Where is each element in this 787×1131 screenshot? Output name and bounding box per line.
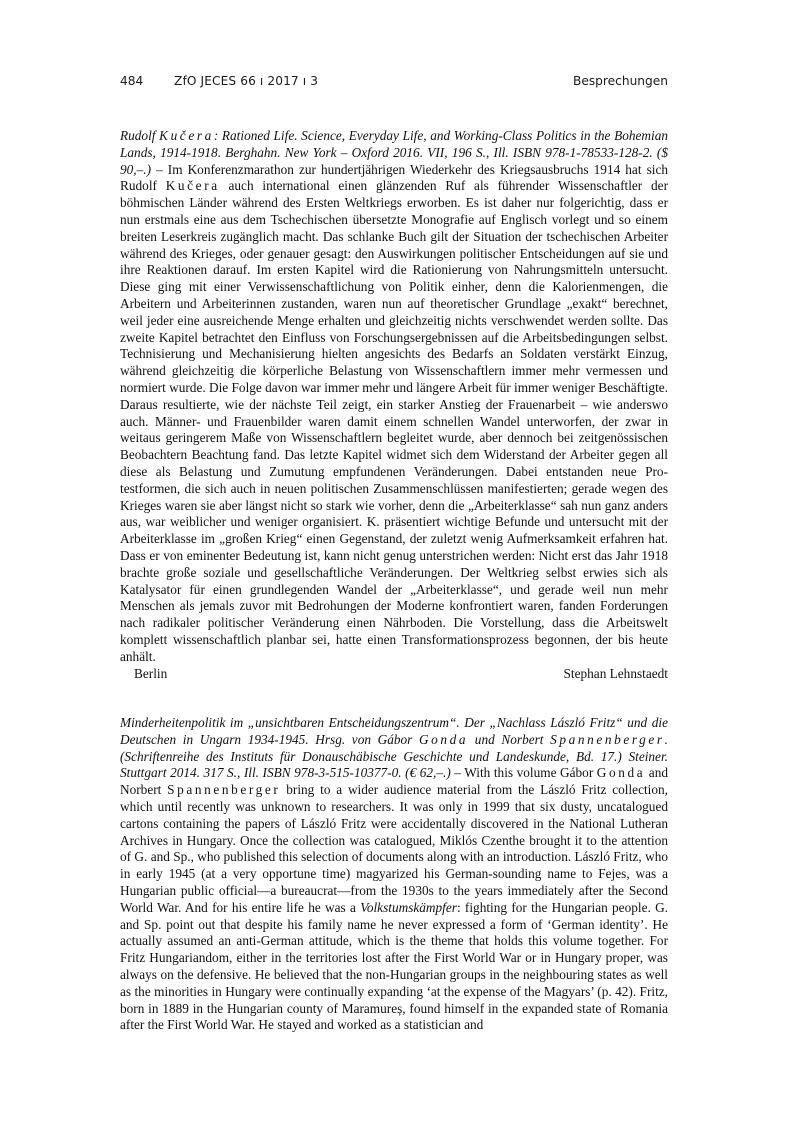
review-kucera: [120, 128, 668, 682]
author-name: Kučera: [159, 128, 214, 143]
citation-text: : Rationed Life. Science, Everyday Life, and Working-Class Politics in the Bohemian Lands, 1914-1918. Berghahn. New York – Oxford 2016. VII, 196 S., Ill. ISBN 978-1-78533-128-2. ($ 90,–.): [120, 128, 668, 177]
review-fritz: [120, 715, 668, 1034]
editor-name: Gonda: [596, 765, 646, 781]
editor-name: Spannenberger: [550, 731, 665, 747]
page-number: 484: [120, 74, 144, 88]
citation-text: und Norbert: [468, 731, 551, 747]
signature-line: [120, 666, 668, 683]
review-text: – Im Konferenzmarathon zur hundertjährigen Wiederkehr des Kriegsausbruchs 1914 hat sich Rudolf: [120, 161, 668, 194]
review-text: and Norbert: [120, 765, 668, 798]
review-text: : fighting for the Hungarian people. G. and Sp. point out that despite his family name he never expressed a form of ‘German identity’. He actually assumed an anti-German attitude, which is the theme that holds this volume together. For Fritz Hungariandom, either in the territories lost after the First World War or in Hungary proper, was always on the defensive. He believed that the non-Hungarian groups in the neighbouring states as well as the minorities in Hungary were continually expanding ‘at the expense of the Magyars’ (p. 42). Fritz, born in 1889 in the Hungarian county of Maramureș, found himself in the expanded state of Romania after the First World War. He stayed and worked as a statistician and: [120, 899, 668, 1033]
editor-name: Gonda: [418, 731, 469, 747]
review-text: – With this volume Gábor: [450, 765, 597, 781]
journal-reference: ZfO JECES 66 ı 2017 ı 3: [174, 74, 319, 88]
review-paragraph: [120, 128, 668, 666]
review-text: auch international einen glänzenden Ruf als führender Wissenschaftler der böhmischen Länder während des Ersten Weltkriegs erworben. Es ist daher nur folgerichtig, dass er nun erstmals eine aus dem Tschechischen übersetzte Monografie auf Englisch vorlegt und so einem breiten Leserkreis zugänglich macht. Das schlanke Buch gilt der Situation der tschechischen Arbeiter während des Krieges, oder genauer gesagt: den Auswirkungen politischer Entscheidungen auf sie und ihre Reaktionen darauf. Im ersten Kapitel wird die Rationierung von Nahrungsmitteln untersucht. Diese ging mit einer Verwissenschaftlichung von Politik einher, denn die Kalorienmengen, die Arbeitern und Arbeiterinnen zustanden, waren nun auf theoretischer Grundlage „exakt“ berechnet, weil jeder eine ausreichende Menge erhalten und gleichzeitig nichts verschwendet werden sollte. Das zweite Kapitel betrachtet den Einfluss von Forschungsergebnissen auf die Arbeitsbedingungen selbst. Technisierung und Mechanisierung hielten angesichts des Bedarfs an Soldaten verstärkt Einzug, während gleichzeitig die körperliche Belastung von Wissenschaftlern immer mehr vermessen und normiert wurde. Die Folge davon war immer mehr und längere Arbeit für immer weniger Beschäftigte. Daraus resultierte, wie der nächste Teil zeigt, ein starker Anstieg der Frauenarbeit – wie anderswo auch. Männer- und Frauenbilder waren damit einem schnellen Wandel unterworfen, der zwar in weitaus geringerem Maße von Wissenschaftlern begleitet wurde, aber dennoch bei zeitgenössischen Beobachtern Beachtung fand. Das letzte Kapitel widmet sich dem Widerstand der Arbeiter gegen all diese als Belastung und Zumutung empfundenen Veränderungen. Dabei entstanden neue Protestformen, die sich auch in neuen politischen Zusammenschlüssen manifestierten; gerade wegen des Krieges waren sie aber längst nicht so stark wie vorher, denn die „Arbeiterklasse“ sah nun ganz anders aus, war weiblicher und weniger organisiert. K. präsentiert wichtige Befunde und untersucht mit der Arbeiterklasse im „großen Krieg“ einen Gegenstand, der zuletzt wenig Aufmerksamkeit erfahren hat. Dass er von eminenter Bedeutung ist, kann nicht genug unterstrichen werden: Nicht erst das Jahr 1918 brachte große soziale und gesellschaftliche Veränderungen. Der Weltkrieg selbst erwies sich als Katalysator für einen grundlegenden Wandel der „Arbeiterklasse“, und gerade weil nun mehr Menschen als jemals zuvor mit Bedrohungen der Moderne konfrontiert waren, fanden Forderungen nach radikaler politischer Veränderung einen Nährboden. Die Vorstellung, dass die Arbeitswelt komplett wissenschaftlich planbar sei, hatte einen Transformationsprozess begonnen, der bis heute anhält.: [120, 178, 668, 664]
reviewer-location: Berlin: [134, 665, 168, 681]
reviewer-name: Stephan Lehnstaedt: [563, 665, 668, 681]
review-paragraph: [120, 715, 668, 1034]
section-title: Besprechungen: [572, 74, 668, 88]
italic-term: Volkstumskämpfer: [360, 899, 457, 915]
citation-text: Minderheitenpolitik im „unsichtbaren Entscheidungszentrum“. Der „Nachlass László Fritz“ und die Deutschen in Ungarn 1934-1945. Hrsg. von Gábor: [120, 715, 668, 747]
review-text: bring to a wider audience material from the László Fritz collection, which until recently was unknown to researchers. It was only in 1999 that six dusty, uncatalogued cartons containing the papers of László Fritz were accidentally discovered in the National Lutheran Archives in Hungary. Once the collection was catalogued, Miklós Czenthe brought it to the attention of G. and Sp., who published this selection of documents along with an introduction. László Fritz, who in early 1945 (at a very opportune time) magyarized his German-sounding name to Fejes, was a Hungarian public official—a bureaucrat—from the 1930s to the years immediately after the Second World War. And for his entire life he was a: [120, 782, 668, 915]
citation-text: . (Schriftenreihe des Instituts für Donauschäbische Geschichte und Landeskunde, Bd. 17.) Steiner. Stuttgart 2014. 317 S., Ill. ISBN 978-3-515-10377-0. (€ 62,–.): [120, 731, 668, 781]
editor-name: Spannenberger: [167, 782, 281, 798]
citation-text: Rudolf: [120, 128, 160, 143]
author-name: Kučera: [165, 178, 220, 194]
